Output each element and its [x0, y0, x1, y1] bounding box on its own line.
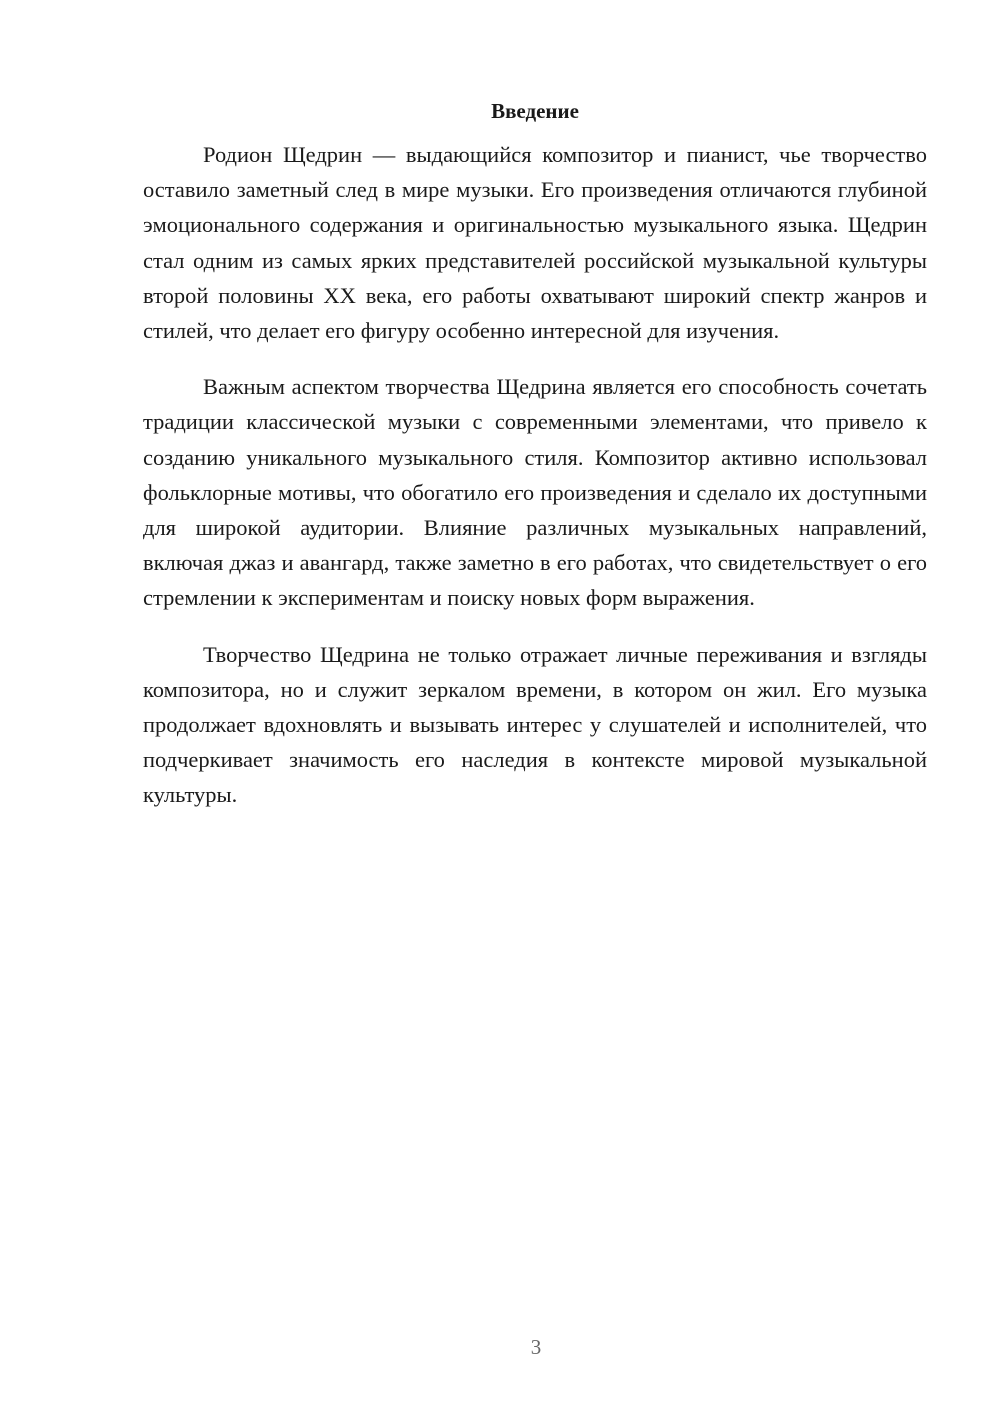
page-number: 3	[530, 1335, 542, 1359]
page-content	[143, 97, 927, 834]
section-heading: Введение	[491, 99, 579, 123]
paragraph-2: Важным аспектом творчества Щедрина является его способность сочетать традиции классической музыки с современными элементами, что привело к созданию уникального музыкального стиля. Композитор активно использовал фольклорные мотивы, что обогатило его произведения и сделало их доступными для широкой аудитории. Влияние различных музыкальных направлений, включая джаз и авангард, также заметно в его работах, что свидетельствует о его стремлении к экспериментам и поиску новых форм выражения.	[143, 374, 927, 611]
paragraph-3: Творчество Щедрина не только отражает личные переживания и взгляды композитора, но и служит зеркалом времени, в котором он жил. Его музыка продолжает вдохновлять и вызывать интерес у слушателей и исполнителей, что подчеркивает значимость его наследия в контексте мировой музыкальной культуры.	[143, 641, 927, 808]
paragraph-1: Родион Щедрин — выдающийся композитор и пианист, чье творчество оставило заметный след в мире музыки. Его произведения отличаются глубиной эмоционального содержания и оригинальностью музыкального языка. Щедрин стал одним из самых ярких представителей российской музыкальной культуры второй половины XX века, его работы охватывают широкий спектр жанров и стилей, что делает его фигуру особенно интересной для изучения.	[143, 142, 927, 344]
